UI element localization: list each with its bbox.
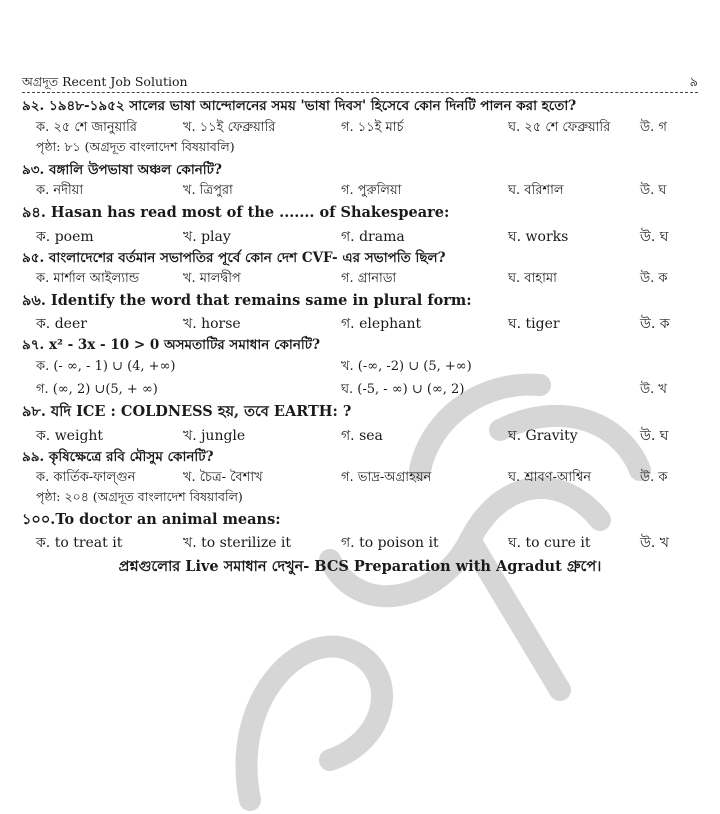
options-94 [36,225,698,247]
answer: উ. ক [640,271,668,286]
option-c: গ. to poison it [341,535,439,551]
question-92: ৯২. ১৯৪৮-১৯৫২ সালের ভাষা আন্দোলনের সময় 'ভাষা দিবস' হিসেবে কোন দিনটি পালন করা হতো? [22,98,577,114]
option-a: ক. মার্শাল আইল্যান্ড [36,271,140,286]
question-97: ৯৭. x² - 3x - 10 > 0 অসমতাটির সমাধান কোনটি? [22,337,321,353]
page-number: ৯ [689,75,698,90]
reference-92: পৃষ্ঠা: ৮১ (অগ্রদূত বাংলাদেশ বিষয়াবলি) [36,139,235,154]
page-header [22,72,698,93]
option-b: খ. (-∞, -2) ∪ (5, +∞) [341,359,472,374]
question-98: ৯৮. যদি ICE : COLDNESS হয়, তবে EARTH: ? [22,403,352,420]
answer: উ. ঘ [640,428,669,444]
option-d: ঘ. works [508,229,569,245]
question-100: ১০০.To doctor an animal means: [22,511,281,528]
option-b: খ. চৈত্র- বৈশাখ [183,470,263,485]
option-c: গ. পুরুলিয়া [341,183,402,198]
option-c: গ. ভাদ্র-অগ্রাহয়ন [341,470,432,485]
options-95 [36,269,698,291]
answer: উ. খ [640,382,667,397]
option-c: গ. ১১ই মার্চ [341,120,404,135]
question-96: ৯৬. Identify the word that remains same in plural form: [22,292,472,309]
option-d: ঘ. (-5, - ∞) ∪ (∞, 2) [341,382,465,397]
answer: উ. গ [640,120,667,135]
answer: উ. ক [640,316,670,332]
options-97-row1 [36,357,698,379]
option-a: ক. (- ∞, - 1) ∪ (4, +∞) [36,359,176,374]
option-d: ঘ. Gravity [508,428,578,444]
question-95: ৯৫. বাংলাদেশের বর্তমান সভাপতির পূর্বে কোন দেশ CVF- এর সভাপতি ছিল? [22,250,446,266]
option-b: খ. ত্রিপুরা [183,183,233,198]
answer: উ. ঘ [640,183,667,198]
option-b: খ. to sterilize it [183,535,292,551]
question-99: ৯৯. কৃষিক্ষেত্রে রবি মৌসুম কোনটি? [22,449,214,465]
answer: উ. ক [640,470,668,485]
option-c: গ. (∞, 2) ∪(5, + ∞) [36,382,158,397]
option-d: ঘ. ২৫ শে ফেব্রুয়ারি [508,120,611,135]
option-d: ঘ. to cure it [508,535,591,551]
option-c: গ. sea [341,428,383,444]
option-d: ঘ. tiger [508,316,560,332]
option-a: ক. ২৫ শে জানুয়ারি [36,120,137,135]
option-c: গ. গ্রানাডা [341,271,397,286]
option-d: ঘ. শ্রাবণ-আশ্বিন [508,470,592,485]
options-98 [36,424,698,446]
footer-note: প্রশ্নগুলোর Live সমাধান দেখুন- BCS Preparation with Agradut গ্রুপে। [118,558,602,575]
option-a: ক. deer [36,316,87,332]
options-100 [36,531,698,553]
option-b: খ. jungle [183,428,246,444]
option-b: খ. horse [183,316,241,332]
option-d: ঘ. বরিশাল [508,183,564,198]
option-c: গ. drama [341,229,405,245]
option-a: ক. poem [36,229,94,245]
options-99 [36,468,698,490]
option-b: খ. মালদ্বীপ [183,271,241,286]
option-c: গ. elephant [341,316,422,332]
options-92 [36,118,698,140]
options-97-row2 [36,380,698,402]
options-96 [36,312,698,334]
header-title: অগ্রদূত Recent Job Solution [22,74,188,89]
option-a: ক. কার্তিক-ফাল্গুন [36,470,136,485]
option-a: ক. নদীয়া [36,183,84,198]
option-a: ক. to treat it [36,535,123,551]
question-93: ৯৩. বঙ্গালি উপভাষা অঞ্চল কোনটি? [22,162,222,178]
option-d: ঘ. বাহামা [508,271,557,286]
answer: উ. খ [640,535,669,551]
reference-99: পৃষ্ঠা: ২০৪ (অগ্রদূত বাংলাদেশ বিষয়াবলি) [36,489,243,504]
answer: উ. ঘ [640,229,669,245]
options-93 [36,181,698,203]
option-b: খ. play [183,229,231,245]
option-b: খ. ১১ই ফেব্রুয়ারি [183,120,276,135]
question-94: ৯৪. Hasan has read most of the ....... of Shakespeare: [22,204,450,221]
option-a: ক. weight [36,428,104,444]
